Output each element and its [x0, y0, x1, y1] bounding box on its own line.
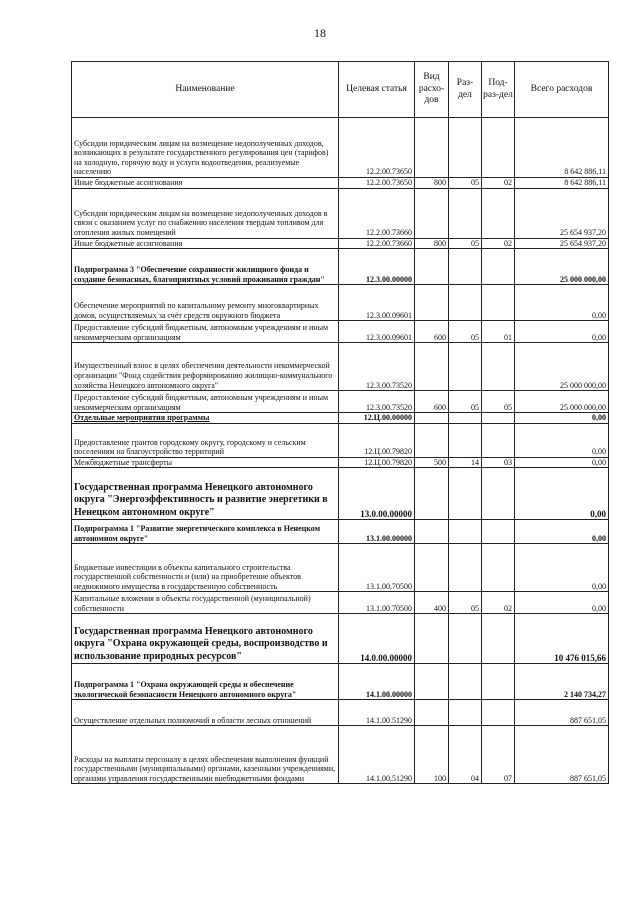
- row-total: 2 140 734,27: [515, 664, 609, 700]
- header-target: Целевая статья: [339, 62, 415, 118]
- table-row: [72, 321, 609, 343]
- row-kind: [415, 285, 449, 321]
- row-subsection: 07: [482, 726, 515, 784]
- row-total: 0,00: [515, 468, 609, 520]
- row-code: 12.2.00.73650: [339, 178, 415, 189]
- row-total: 0,00: [515, 592, 609, 614]
- row-name: Иные бюджетные ассигнования: [72, 178, 339, 189]
- row-code: 12.3.00.73520: [339, 391, 415, 413]
- table-row: [72, 249, 609, 285]
- row-total: 0,00: [515, 423, 609, 457]
- row-name: Предоставление грантов городскому округу, городскому и сельским поселениям на благоустройство территорий: [72, 423, 339, 457]
- row-section: 05: [449, 391, 482, 413]
- row-subsection: [482, 520, 515, 544]
- row-code: 12.3.00.73520: [339, 343, 415, 391]
- table-row: [72, 188, 609, 238]
- row-name: Подпрограмма 3 "Обеспечение сохранности жилищного фонда и создание безопасных, благоприятных условий проживания граждан": [72, 249, 339, 285]
- row-kind: 400: [415, 592, 449, 614]
- row-kind: [415, 423, 449, 457]
- row-subsection: [482, 614, 515, 664]
- row-total: 0,00: [515, 544, 609, 592]
- row-total: 25 000 000,00: [515, 343, 609, 391]
- row-code: 12.Ц.00.79820: [339, 423, 415, 457]
- row-code: 14.1.00.00000: [339, 664, 415, 700]
- row-kind: 600: [415, 391, 449, 413]
- row-total: 8 642 886,11: [515, 178, 609, 189]
- row-section: 05: [449, 178, 482, 189]
- table-row: [72, 178, 609, 189]
- row-name: Государственная программа Ненецкого автономного округа "Энергоэффективность и развитие энергетики в Ненецком автономном округе": [72, 468, 339, 520]
- row-code: 14.1.00.51290: [339, 726, 415, 784]
- row-subsection: [482, 423, 515, 457]
- table-row: [72, 391, 609, 413]
- row-name-text: Отдельные мероприятия программы: [74, 413, 210, 423]
- row-total: 8 642 886,11: [515, 118, 609, 178]
- row-kind: 800: [415, 178, 449, 189]
- row-kind: 100: [415, 726, 449, 784]
- row-subsection: 02: [482, 178, 515, 189]
- header-kind: Вид расхо-дов: [415, 62, 449, 118]
- table-row: [72, 664, 609, 700]
- row-total: 10 476 015,66: [515, 614, 609, 664]
- row-name: Иные бюджетные ассигнования: [72, 238, 339, 249]
- row-kind: 500: [415, 457, 449, 468]
- row-subsection: [482, 413, 515, 424]
- row-subsection: [482, 285, 515, 321]
- row-kind: [415, 118, 449, 178]
- row-name: Капитальные вложения в объекты государственной (муниципальной) собственности: [72, 592, 339, 614]
- row-subsection: [482, 118, 515, 178]
- table-row: [72, 700, 609, 726]
- row-subsection: 02: [482, 592, 515, 614]
- row-kind: [415, 188, 449, 238]
- row-section: [449, 544, 482, 592]
- row-total: 0,00: [515, 520, 609, 544]
- row-name: Бюджетные инвестиции в объекты капитального строительства государственной собственности и (или) на приобретение объектов недвижимого имущества в государственную собственность: [72, 544, 339, 592]
- row-name: Осуществление отдельных полномочий в области лесных отношений: [72, 700, 339, 726]
- row-section: [449, 423, 482, 457]
- row-name: Расходы на выплаты персоналу в целях обеспечения выполнения функций государственными (муниципальными) органами, казенными учреждениями, органами управления государственными внебюджетными фондами: [72, 726, 339, 784]
- row-section: [449, 118, 482, 178]
- row-subsection: [482, 468, 515, 520]
- row-kind: [415, 520, 449, 544]
- row-subsection: [482, 700, 515, 726]
- header-name: Наименование: [72, 62, 339, 118]
- row-name: Государственная программа Ненецкого автономного округа "Охрана окружающей среды, воспроизводство и использование природных ресурсов": [72, 614, 339, 664]
- row-code: 13.0.00.00000: [339, 468, 415, 520]
- row-section: [449, 413, 482, 424]
- row-total: 0,00: [515, 457, 609, 468]
- row-subsection: [482, 188, 515, 238]
- table-row: [72, 238, 609, 249]
- row-total: 0,00: [515, 285, 609, 321]
- row-name: Подпрограмма 1 "Развитие энергетического комплекса в Ненецком автономном округе": [72, 520, 339, 544]
- table-row: [72, 423, 609, 457]
- row-kind: [415, 700, 449, 726]
- table-row: [72, 285, 609, 321]
- row-subsection: 05: [482, 391, 515, 413]
- table-row: [72, 544, 609, 592]
- row-name: Предоставление субсидий бюджетным, автономным учреждениям и иным некоммерческим организациям: [72, 391, 339, 413]
- row-kind: 600: [415, 321, 449, 343]
- row-code: 14.0.00.00000: [339, 614, 415, 664]
- row-section: 05: [449, 592, 482, 614]
- row-name: Подпрограмма 1 "Охрана окружающей среды и обеспечение экологической безопасности Ненецкого автономного округа": [72, 664, 339, 700]
- row-name: [72, 413, 339, 424]
- row-total: 25 654 937,20: [515, 188, 609, 238]
- row-kind: [415, 468, 449, 520]
- table-row: [72, 413, 609, 424]
- row-kind: [415, 413, 449, 424]
- row-name: Обеспечение мероприятий по капитальному ремонту многоквартирных домов, осуществляемых за счёт средств окружного бюджета: [72, 285, 339, 321]
- row-total: 0,00: [515, 413, 609, 424]
- row-name: Субсидии юридическим лицам на возмещение недополученных доходов в связи с оказанием услуг по снабжению населения твердым топливом для отопления жилых помещений: [72, 188, 339, 238]
- table-row: [72, 457, 609, 468]
- row-code: 12.3.00.09601: [339, 321, 415, 343]
- row-code: 13.1.00.70500: [339, 544, 415, 592]
- row-section: [449, 188, 482, 238]
- row-subsection: [482, 249, 515, 285]
- header-section: Раз-дел: [449, 62, 482, 118]
- row-kind: [415, 249, 449, 285]
- row-section: [449, 664, 482, 700]
- row-subsection: 01: [482, 321, 515, 343]
- table-header-row: [72, 62, 609, 118]
- row-subsection: [482, 343, 515, 391]
- row-kind: [415, 343, 449, 391]
- row-code: 12.2.00.73650: [339, 118, 415, 178]
- row-kind: [415, 544, 449, 592]
- page-number: 18: [314, 26, 326, 40]
- row-code: 12.2.00.73660: [339, 188, 415, 238]
- row-code: 12.Ц.00.79820: [339, 457, 415, 468]
- row-section: [449, 249, 482, 285]
- row-section: [449, 520, 482, 544]
- table-row: [72, 520, 609, 544]
- table-row: [72, 343, 609, 391]
- row-total: 25 654 937,20: [515, 238, 609, 249]
- row-section: [449, 285, 482, 321]
- row-code: 12.Ц.00.00000: [339, 413, 415, 424]
- row-subsection: [482, 544, 515, 592]
- table-row: [72, 468, 609, 520]
- row-subsection: 02: [482, 238, 515, 249]
- table-row: [72, 614, 609, 664]
- row-kind: [415, 664, 449, 700]
- row-code: 12.3.00.00000: [339, 249, 415, 285]
- row-kind: 800: [415, 238, 449, 249]
- table-row: [72, 726, 609, 784]
- row-section: [449, 614, 482, 664]
- row-code: 12.2.00.73660: [339, 238, 415, 249]
- row-section: 05: [449, 238, 482, 249]
- row-name: Имущественный взнос в целях обеспечения деятельности некоммерческой организации "Фонд содействия реформированию жилищно-коммунального хозяйства Ненецкого автономного округа": [72, 343, 339, 391]
- row-total: 25 000 000,00: [515, 391, 609, 413]
- header-total: Всего расходов: [515, 62, 609, 118]
- row-section: [449, 468, 482, 520]
- row-total: 0,00: [515, 321, 609, 343]
- header-subsection: Под-раз-дел: [482, 62, 515, 118]
- row-section: 05: [449, 321, 482, 343]
- row-subsection: 03: [482, 457, 515, 468]
- budget-table: [71, 61, 609, 784]
- row-section: 04: [449, 726, 482, 784]
- table-row: [72, 118, 609, 178]
- row-total: 25 000 000,00: [515, 249, 609, 285]
- row-code: 13.1.00.70500: [339, 592, 415, 614]
- row-section: [449, 343, 482, 391]
- row-name: Субсидии юридическим лицам на возмещение недополученных доходов, возникающих в результате государственного регулирования цен (тарифов) на холодную, горячую воду и услуги водоотведения, реализуемые населению: [72, 118, 339, 178]
- row-total: 887 651,05: [515, 726, 609, 784]
- row-kind: [415, 614, 449, 664]
- row-name: Предоставление субсидий бюджетным, автономным учреждениям и иным некоммерческим организациям: [72, 321, 339, 343]
- row-code: 14.1.00.51290: [339, 700, 415, 726]
- row-subsection: [482, 664, 515, 700]
- row-code: 12.3.00.09601: [339, 285, 415, 321]
- table-row: [72, 592, 609, 614]
- row-total: 887 651,05: [515, 700, 609, 726]
- row-code: 13.1.00.00000: [339, 520, 415, 544]
- row-section: [449, 700, 482, 726]
- row-section: 14: [449, 457, 482, 468]
- row-name: Межбюджетные трансферты: [72, 457, 339, 468]
